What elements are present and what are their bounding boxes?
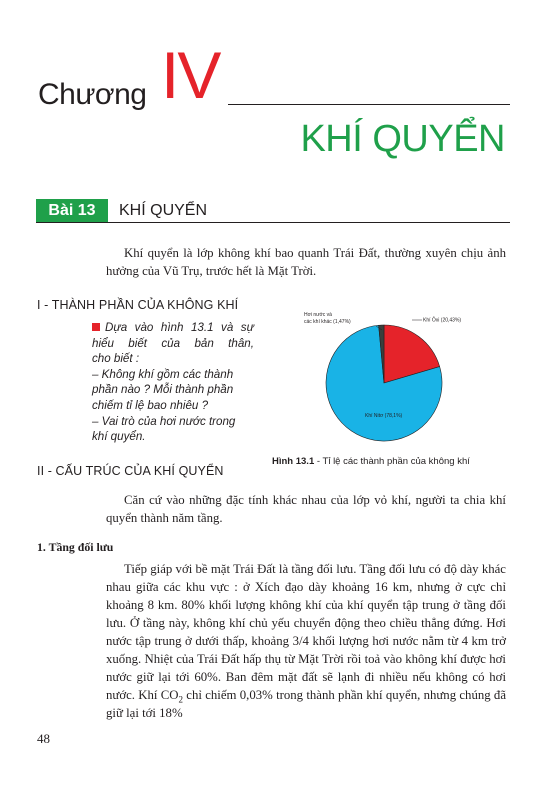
question-item: – Vai trò của hơi nước trong khí quyển. xyxy=(92,414,236,444)
question-word: bản xyxy=(194,336,214,350)
chapter-word: Chương xyxy=(38,78,147,111)
chapter-rule xyxy=(228,104,510,105)
question-word: hình xyxy=(160,321,184,334)
question-box xyxy=(92,320,254,445)
question-word: sự xyxy=(240,321,254,334)
question-line-1 xyxy=(92,320,254,336)
question-line: cho biết : xyxy=(92,352,140,366)
question-word: vào xyxy=(134,321,154,334)
figure-caption xyxy=(272,456,470,467)
figure-caption-number: Hình 13.1 xyxy=(272,456,315,467)
chapter-number: IV xyxy=(161,38,220,112)
question-word: hiểu xyxy=(92,336,114,350)
other-label-line1: Hơi nước và xyxy=(304,312,332,318)
oxygen-label: Khí Ôxi (20,43%) xyxy=(423,317,462,324)
structure-paragraph: Căn cứ vào những đặc tính khác nhau của lớp vỏ khí, người ta chia khí quyển thành năm tầng. xyxy=(106,493,506,525)
question-item: – Không khí gồm các thành phần nào ? Mỗi thành phần chiếm tỉ lệ bao nhiêu ? xyxy=(92,367,234,412)
question-word: biết xyxy=(128,336,147,350)
figure-caption-text: - Tỉ lệ các thành phần của không khí xyxy=(314,456,470,467)
chapter-title: KHÍ QUYỂN xyxy=(300,118,505,160)
page-number: 48 xyxy=(37,731,50,746)
question-word: thân, xyxy=(228,336,254,350)
lesson-rule xyxy=(36,222,510,223)
lesson-badge: Bài 13 xyxy=(36,199,108,222)
paragraph-text: Tiếp giáp với bề mặt Trái Đất là tầng đối lưu. Tầng đối lưu có độ dày khác nhau giữa các khu vực : ở Xích đạo dày khoảng 16 km, nhưng ở cực chỉ khoảng 8 km. 80% khối lượng không khí của khí quyển tập trung ở tầng đối lưu. Ở tầng này, không khí chủ yếu chuyển động theo chiều thẳng đứng. Hơi nước tập trung ở dưới thấp, khoảng 3/4 khối lượng hơi nước nằm từ 4 km trở xuống. Nhiệt của Trái Đất hấp thụ từ Mặt Trời rồi toả vào không khí được hơi nước giữ lại tới 60%. Ban đêm mặt đất sẽ lạnh đi nhiều nếu không có hơi nước. Khí CO xyxy=(106,562,506,702)
composition-pie-chart xyxy=(300,306,500,456)
other-label-line2: các khí khác (1,47%) xyxy=(304,319,351,325)
paragraph-text: chỉ chiếm 0,03% trong thành phần khí quyển, nhưng chúng đã giữ lại tới 18% xyxy=(106,688,507,720)
question-line-2 xyxy=(92,336,254,352)
question-word: và xyxy=(221,321,234,334)
section-heading-structure: II - CẤU TRÚC CỦA KHÍ QUYỂN xyxy=(37,464,224,478)
question-word: của xyxy=(161,336,181,350)
subscript: 2 xyxy=(178,694,184,705)
subsection-heading: 1. Tầng đối lưu xyxy=(37,540,114,554)
intro-paragraph: Khí quyển là lớp không khí bao quanh Trái Đất, thường xuyên chịu ảnh hưởng của Vũ Trụ, trước hết là Mặt Trời. xyxy=(106,246,506,278)
nitrogen-label: Khí Nitơ (78,1%) xyxy=(365,413,403,419)
question-word: 13.1 xyxy=(190,321,214,334)
troposphere-paragraph xyxy=(106,560,506,722)
lesson-title: KHÍ QUYỂN xyxy=(119,202,208,219)
section-heading-composition: I - THÀNH PHẦN CỦA KHÔNG KHÍ xyxy=(37,298,239,312)
question-word: Dựa xyxy=(105,321,128,334)
red-square-icon xyxy=(92,323,100,331)
